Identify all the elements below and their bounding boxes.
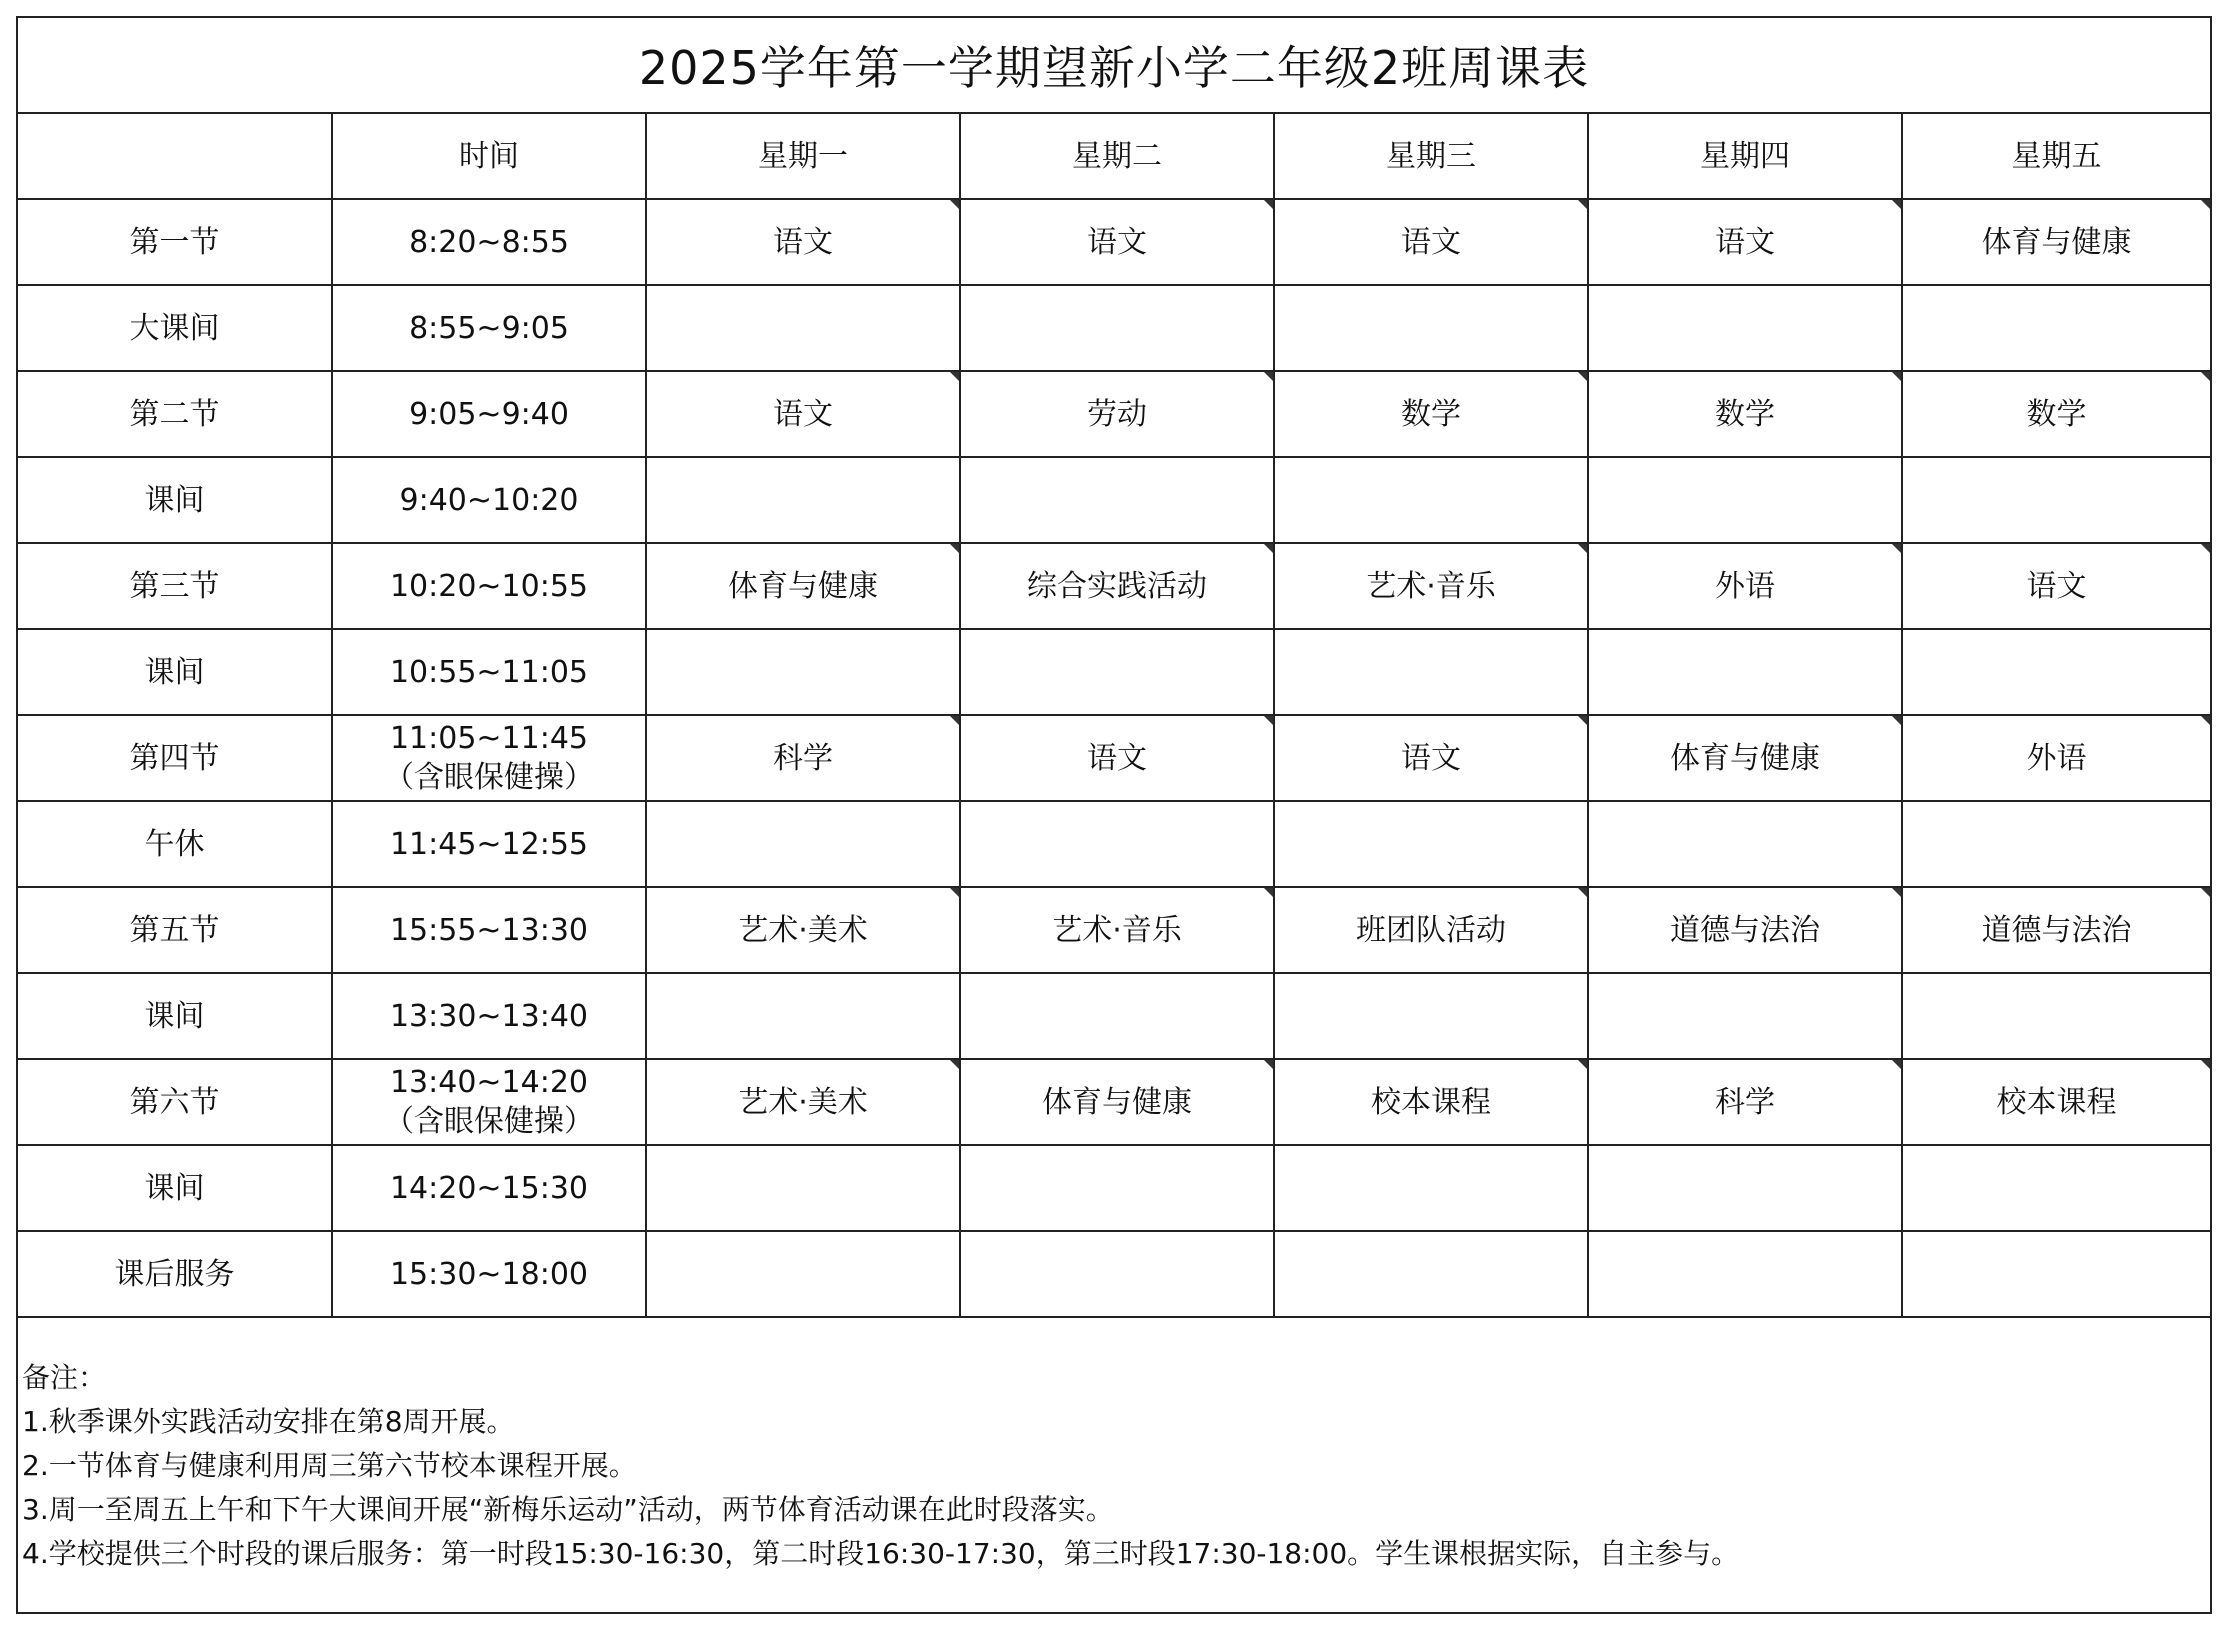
period-label: 第二节	[18, 371, 332, 457]
time-range: 15:55~13:30	[389, 912, 589, 948]
period-label: 第三节	[18, 543, 332, 629]
period-label: 大课间	[18, 285, 332, 371]
subject-label: 语文	[1087, 224, 1147, 260]
period-label: 午休	[18, 801, 332, 887]
time-cell	[332, 199, 646, 285]
comment-marker-icon	[2201, 544, 2210, 553]
subject-cell[interactable]	[1274, 1145, 1588, 1231]
subject-cell[interactable]	[1274, 371, 1588, 457]
subject-cell[interactable]	[1588, 1231, 1902, 1317]
subject-cell[interactable]	[646, 285, 960, 371]
comment-marker-icon	[950, 200, 959, 209]
subject-cell[interactable]	[960, 801, 1274, 887]
subject-cell[interactable]	[1588, 629, 1902, 715]
time-range: 11:45~12:55	[389, 826, 589, 862]
subject-cell[interactable]	[646, 973, 960, 1059]
subject-label: 艺术·音乐	[1366, 568, 1496, 604]
subject-cell[interactable]	[1274, 1059, 1588, 1145]
comment-marker-icon	[1264, 372, 1273, 381]
subject-cell[interactable]	[646, 629, 960, 715]
subject-cell[interactable]	[1274, 887, 1588, 973]
subject-cell[interactable]	[1902, 801, 2210, 887]
subject-cell[interactable]	[1588, 973, 1902, 1059]
time-cell	[332, 715, 646, 801]
subject-label: 艺术·美术	[738, 1084, 868, 1120]
table-row	[18, 887, 2210, 973]
subject-cell[interactable]	[1588, 457, 1902, 543]
subject-cell[interactable]	[646, 887, 960, 973]
subject-cell[interactable]	[1902, 1059, 2210, 1145]
time-cell	[332, 801, 646, 887]
comment-marker-icon	[950, 372, 959, 381]
subject-cell[interactable]	[646, 199, 960, 285]
comment-marker-icon	[1264, 200, 1273, 209]
subject-label: 体育与健康	[728, 568, 878, 604]
note-line: 4.学校提供三个时段的课后服务：第一时段15:30-16:30，第二时段16:30-17:30，第三时段17:30-18:00。学生课根据实际，自主参与。	[22, 1537, 1740, 1570]
header-cell: 时间	[332, 114, 646, 199]
time-range: 11:05~11:45	[389, 721, 589, 756]
time-cell	[332, 543, 646, 629]
time-range: 13:40~14:20	[389, 1065, 589, 1100]
subject-cell[interactable]	[1274, 973, 1588, 1059]
period-label: 课间	[18, 457, 332, 543]
subject-cell[interactable]	[960, 371, 1274, 457]
subject-cell[interactable]	[646, 457, 960, 543]
subject-cell[interactable]	[646, 1231, 960, 1317]
period-label: 第五节	[18, 887, 332, 973]
comment-marker-icon	[2201, 888, 2210, 897]
period-label: 课间	[18, 629, 332, 715]
comment-marker-icon	[2201, 716, 2210, 725]
subject-cell[interactable]	[1274, 715, 1588, 801]
subject-cell[interactable]	[1274, 457, 1588, 543]
comment-marker-icon	[1578, 1060, 1587, 1069]
header-cell: 星期一	[646, 114, 960, 199]
notes-heading: 备注：	[22, 1361, 107, 1394]
header-cell: 星期三	[1274, 114, 1588, 199]
time-range: 15:30~18:00	[389, 1256, 589, 1292]
comment-marker-icon	[950, 1060, 959, 1069]
comment-marker-icon	[2201, 372, 2210, 381]
time-range: 8:20~8:55	[409, 224, 569, 260]
comment-marker-icon	[1264, 544, 1273, 553]
subject-cell[interactable]	[646, 371, 960, 457]
table-row	[18, 371, 2210, 457]
table-row	[18, 973, 2210, 1059]
subject-cell[interactable]	[1902, 629, 2210, 715]
table-row	[18, 543, 2210, 629]
note-line: 2.一节体育与健康利用周三第六节校本课程开展。	[22, 1449, 637, 1482]
subject-label: 数学	[1715, 396, 1775, 432]
subject-cell[interactable]	[1902, 285, 2210, 371]
time-range: 9:05~9:40	[409, 396, 569, 432]
subject-cell[interactable]	[646, 1145, 960, 1231]
subject-cell[interactable]	[1588, 887, 1902, 973]
subject-cell[interactable]	[1588, 371, 1902, 457]
subject-cell[interactable]	[1274, 801, 1588, 887]
time-cell	[332, 887, 646, 973]
subject-cell[interactable]	[1588, 1059, 1902, 1145]
time-cell	[332, 973, 646, 1059]
subject-cell[interactable]	[960, 457, 1274, 543]
subject-cell[interactable]	[646, 715, 960, 801]
subject-label: 艺术·美术	[738, 912, 868, 948]
subject-label: 体育与健康	[1042, 1084, 1192, 1120]
subject-label: 道德与法治	[1981, 912, 2132, 948]
subject-label: 科学	[1715, 1084, 1775, 1120]
time-note: （含眼保健操）	[384, 1104, 594, 1139]
time-cell	[332, 1231, 646, 1317]
subject-cell[interactable]	[960, 199, 1274, 285]
comment-marker-icon	[1578, 200, 1587, 209]
period-label: 第一节	[18, 199, 332, 285]
subject-cell[interactable]	[960, 629, 1274, 715]
subject-cell[interactable]	[646, 1059, 960, 1145]
table-row	[18, 715, 2210, 801]
comment-marker-icon	[950, 888, 959, 897]
comment-marker-icon	[1578, 372, 1587, 381]
table-row	[18, 1231, 2210, 1317]
time-cell	[332, 285, 646, 371]
subject-label: 科学	[773, 740, 833, 776]
header-row	[18, 114, 2210, 199]
comment-marker-icon	[1264, 716, 1273, 725]
comment-marker-icon	[2201, 200, 2210, 209]
comment-marker-icon	[1578, 716, 1587, 725]
subject-label: 体育与健康	[1981, 224, 2132, 260]
subject-label: 道德与法治	[1670, 912, 1820, 948]
subject-cell[interactable]	[1902, 1145, 2210, 1231]
period-label: 课间	[18, 973, 332, 1059]
header-cell: 星期五	[1902, 114, 2210, 199]
subject-cell[interactable]	[960, 285, 1274, 371]
note-line: 3.周一至周五上午和下午大课间开展“新梅乐运动”活动，两节体育活动课在此时段落实。	[22, 1493, 1114, 1526]
subject-label: 数学	[2026, 396, 2087, 432]
comment-marker-icon	[1892, 200, 1901, 209]
subject-cell[interactable]	[1588, 285, 1902, 371]
subject-cell[interactable]	[1274, 199, 1588, 285]
table-row	[18, 457, 2210, 543]
comment-marker-icon	[1892, 544, 1901, 553]
subject-label: 语文	[1401, 740, 1461, 776]
subject-label: 数学	[1401, 396, 1461, 432]
comment-marker-icon	[1892, 716, 1901, 725]
time-range: 14:20~15:30	[389, 1170, 589, 1206]
subject-label: 艺术·音乐	[1052, 912, 1182, 948]
comment-marker-icon	[1892, 1060, 1901, 1069]
comment-marker-icon	[1578, 888, 1587, 897]
subject-label: 语文	[1401, 224, 1461, 260]
header-cell	[18, 114, 332, 199]
time-range: 8:55~9:05	[409, 310, 569, 346]
period-label: 课间	[18, 1145, 332, 1231]
period-label: 第六节	[18, 1059, 332, 1145]
table-row	[18, 1145, 2210, 1231]
subject-cell[interactable]	[960, 543, 1274, 629]
comment-marker-icon	[1892, 888, 1901, 897]
comment-marker-icon	[1264, 1060, 1273, 1069]
subject-label: 劳动	[1087, 396, 1147, 432]
subject-label: 外语	[1715, 568, 1775, 604]
subject-cell[interactable]	[1902, 715, 2210, 801]
subject-label: 语文	[773, 396, 833, 432]
subject-cell[interactable]	[1274, 543, 1588, 629]
period-label: 课后服务	[18, 1231, 332, 1317]
subject-cell[interactable]	[1588, 543, 1902, 629]
subject-cell[interactable]	[1902, 1231, 2210, 1317]
subject-cell[interactable]	[960, 715, 1274, 801]
time-cell	[332, 457, 646, 543]
subject-cell[interactable]	[1902, 199, 2210, 285]
time-note: （含眼保健操）	[384, 760, 594, 795]
table-row	[18, 199, 2210, 285]
subject-cell[interactable]	[960, 887, 1274, 973]
subject-label: 语文	[1715, 224, 1775, 260]
subject-label: 语文	[2026, 568, 2087, 604]
subject-cell[interactable]	[1588, 1145, 1902, 1231]
subject-cell[interactable]	[1274, 1231, 1588, 1317]
header-cell: 星期二	[960, 114, 1274, 199]
comment-marker-icon	[2201, 1060, 2210, 1069]
timetable-sheet	[16, 16, 2212, 1614]
comment-marker-icon	[950, 544, 959, 553]
subject-label: 校本课程	[1371, 1084, 1491, 1120]
subject-cell[interactable]	[1588, 715, 1902, 801]
subject-cell[interactable]	[960, 973, 1274, 1059]
subject-cell[interactable]	[1902, 457, 2210, 543]
notes-section	[22, 1356, 1739, 1576]
time-range: 13:30~13:40	[389, 998, 589, 1034]
subject-cell[interactable]	[960, 1231, 1274, 1317]
subject-cell[interactable]	[646, 801, 960, 887]
period-label: 第四节	[18, 715, 332, 801]
subject-label: 外语	[2026, 740, 2087, 776]
subject-label: 语文	[1087, 740, 1147, 776]
subject-label: 语文	[773, 224, 833, 260]
time-range: 10:20~10:55	[389, 568, 589, 604]
subject-cell[interactable]	[1902, 543, 2210, 629]
comment-marker-icon	[1892, 372, 1901, 381]
timetable-grid	[18, 114, 2210, 1318]
time-range: 9:40~10:20	[399, 482, 579, 518]
time-cell	[332, 371, 646, 457]
table-row	[18, 285, 2210, 371]
timetable-body	[18, 114, 2210, 1317]
subject-cell[interactable]	[960, 1059, 1274, 1145]
subject-cell[interactable]	[1902, 371, 2210, 457]
comment-marker-icon	[1264, 888, 1273, 897]
table-row	[18, 801, 2210, 887]
comment-marker-icon	[950, 716, 959, 725]
subject-cell[interactable]	[1274, 629, 1588, 715]
comment-marker-icon	[1578, 544, 1587, 553]
header-cell: 星期四	[1588, 114, 1902, 199]
subject-cell[interactable]	[1588, 801, 1902, 887]
table-row	[18, 1059, 2210, 1145]
subject-cell[interactable]	[1274, 285, 1588, 371]
time-cell	[332, 1145, 646, 1231]
time-cell	[332, 629, 646, 715]
page-title: 2025学年第一学期望新小学二年级2班周课表	[18, 18, 2210, 114]
subject-label: 校本课程	[1996, 1084, 2117, 1120]
subject-cell[interactable]	[1588, 199, 1902, 285]
subject-cell[interactable]	[960, 1145, 1274, 1231]
subject-label: 班团队活动	[1356, 912, 1506, 948]
table-row	[18, 629, 2210, 715]
time-range: 10:55~11:05	[389, 654, 589, 690]
subject-cell[interactable]	[1902, 887, 2210, 973]
subject-label: 综合实践活动	[1027, 568, 1207, 604]
subject-cell[interactable]	[646, 543, 960, 629]
subject-label: 体育与健康	[1670, 740, 1820, 776]
subject-cell[interactable]	[1902, 973, 2210, 1059]
time-cell	[332, 1059, 646, 1145]
note-line: 1.秋季课外实践活动安排在第8周开展。	[22, 1405, 515, 1438]
